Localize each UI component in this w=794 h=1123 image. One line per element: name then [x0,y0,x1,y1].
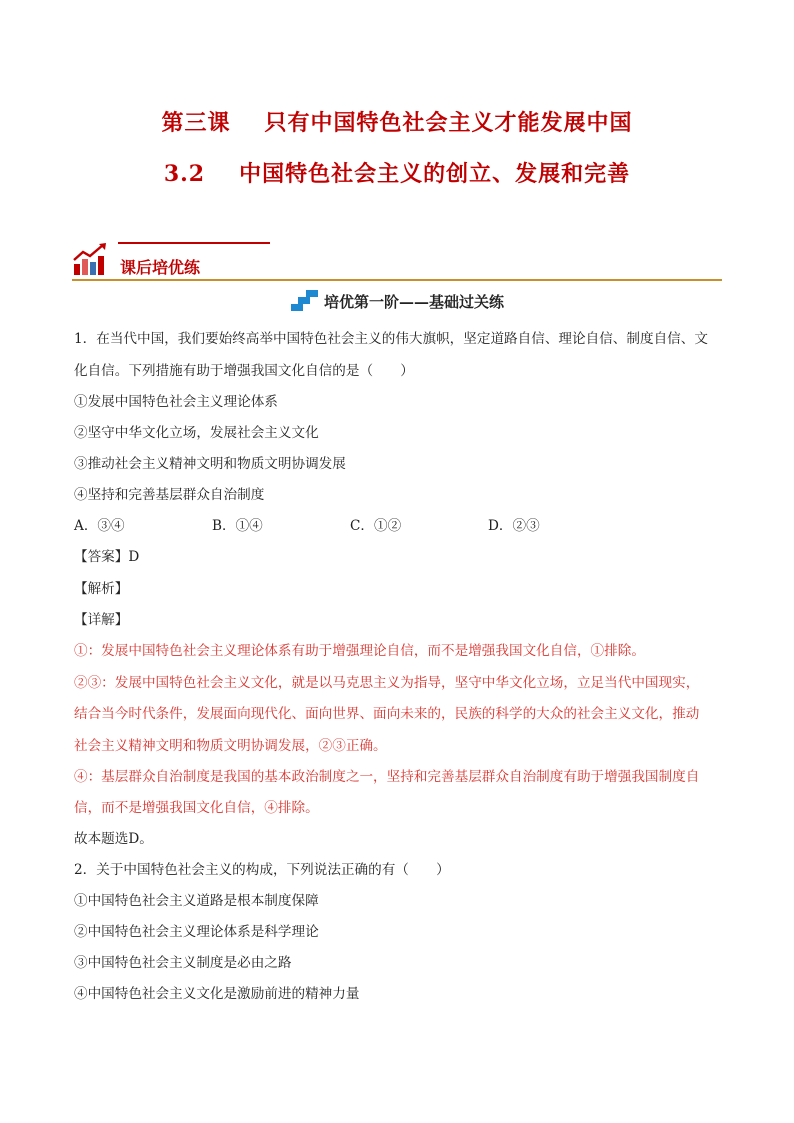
q1-explanation-3: 结合当今时代条件，发展面向现代化、面向世界、面向未来的，民族的科学的大众的社会主义文化，推动 [74,706,700,722]
q1-explanation-5: ④：基层群众自治制度是我国的基本政治制度之一，坚持和完善基层群众自治制度有助于增强我国制度自 [74,769,700,785]
q1-item-3: ③推动社会主义精神文明和物质文明协调发展 [74,456,346,472]
lesson-title [0,106,794,137]
q2-item-2: ②中国特色社会主义理论体系是科学理论 [74,924,319,940]
q1-item-4: ④坚持和完善基层群众自治制度 [74,487,265,503]
q1-option-b: B．①④ [212,518,263,534]
section-header [72,238,722,282]
q1-options [74,516,726,536]
q1-stem-line-1: 1．在当代中国，我们要始终高举中国特色社会主义的伟大旗帜，坚定道路自信、理论自信、制度自信、文 [74,331,708,347]
section-number: 3.2 [163,161,206,187]
section-label: 课后培优练 [120,258,201,277]
q1-explanation-1: ①：发展中国特色社会主义理论体系有助于增强理论自信，而不是增强我国文化自信，①排除。 [74,643,645,659]
q2-item-3: ③中国特色社会主义制度是必由之路 [74,955,292,971]
q1-stem-line-2: 化自信。下列措施有助于增强我国文化自信的是（ ） [74,363,414,379]
lesson-number: 第三课 [161,110,231,136]
tier-title: 培优第一阶——基础过关练 [323,293,504,311]
section-top-line [118,242,270,244]
q1-conclusion: 故本题选D。 [74,831,153,847]
q1-option-a: A．③④ [74,518,125,534]
q2-item-1: ①中国特色社会主义道路是根本制度保障 [74,893,319,909]
tier-heading [0,289,794,313]
growth-chart-icon [72,242,108,276]
q2-item-4: ④中国特色社会主义文化是激励前进的精神力量 [74,986,360,1002]
q1-option-c: C．①② [350,518,402,534]
section-title-text: 中国特色社会主义的创立、发展和完善 [239,161,631,187]
q1-item-2: ②坚守中华文化立场，发展社会主义文化 [74,425,319,441]
q1-analysis-label: 【解析】 [74,581,129,597]
q2-stem: 2．关于中国特色社会主义的构成，下列说法正确的有（ ） [74,862,450,878]
q1-detail-label: 【详解】 [74,612,129,628]
lesson-title-text: 只有中国特色社会主义才能发展中国 [264,110,633,136]
q1-explanation-4: 社会主义精神文明和物质文明协调发展，②③正确。 [74,738,387,754]
stairs-icon [290,289,320,313]
q1-explanation-6: 信，而不是增强我国文化自信，④排除。 [74,800,319,816]
q1-explanation-2: ②③：发展中国特色社会主义文化，就是以马克思主义为指导，坚守中华文化立场，立足当代中国现实， [74,675,700,691]
q1-option-d: D．②③ [488,518,540,534]
q1-answer: 【答案】D [74,549,140,565]
q1-item-1: ①发展中国特色社会主义理论体系 [74,394,278,410]
section-divider [72,279,722,281]
section-title [0,157,794,188]
